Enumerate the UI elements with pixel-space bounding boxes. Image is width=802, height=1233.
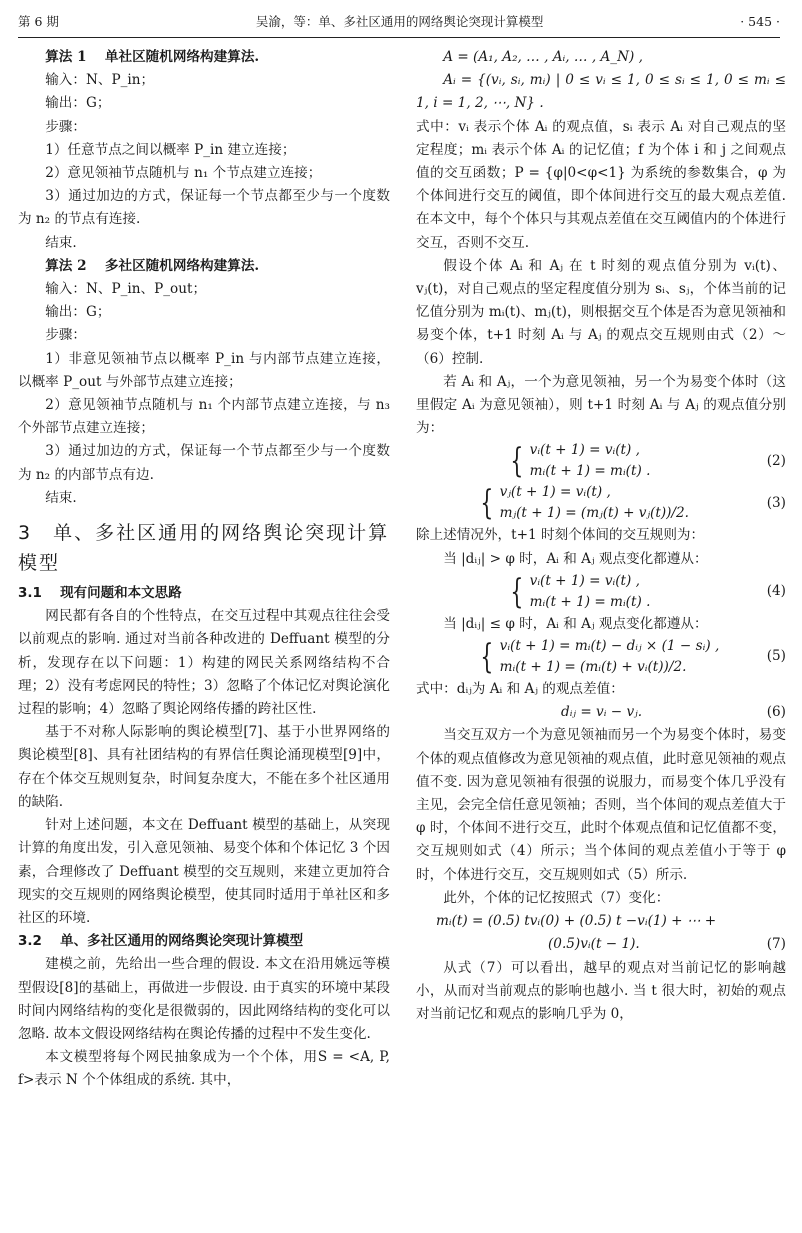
- equation-number: (2): [766, 452, 786, 469]
- algorithm-2-output: 输出：G；: [45, 304, 111, 321]
- paragraph: 当 |dᵢⱼ| ≤ φ 时，Aᵢ 和 Aⱼ 观点变化都遵从：: [443, 615, 708, 632]
- algorithm-1-step-2: 2）意见领袖节点随机与 n₁ 个节点建立连接；: [45, 165, 322, 182]
- brace-glyph: {: [510, 571, 524, 612]
- section-3-heading: 3 单、多社区通用的网络舆论突现计算模型: [18, 522, 390, 575]
- paragraph: 本文模型将每个网民抽象成为一个个体，用S = <A, P, f>表示 N 个个体组成的系统. 其中，: [18, 1049, 390, 1089]
- paragraph: 针对上述问题，本文在 Deffuant 模型的基础上，从突现计算的角度出发，引入意见领袖、易变个体和个体记忆 3 个因素，合理修改了 Deffuant 模型的交互规则，来建立更加符合现实的交互规则的网络舆论模型，使其同时适用于单社区和多社区的环境.: [18, 817, 390, 926]
- algorithm-1-end: 结束.: [45, 234, 77, 251]
- section-3-2-heading: 3.2 单、多社区通用的网络舆论突现计算模型: [18, 933, 304, 950]
- equation-line: vⱼ(t + 1) = vᵢ(t) ,: [499, 484, 611, 501]
- equation-Ai: Aᵢ = {(vᵢ, sᵢ, mᵢ) | 0 ≤ vᵢ ≤ 1, 0 ≤ sᵢ ≤ 1, 0 ≤ mᵢ ≤ 1, i = 1, 2, ⋯, N} .: [416, 72, 786, 112]
- algorithm-1-step-1: 1）任意节点之间以概率 P_in 建立连接；: [45, 141, 296, 158]
- header-rule: [18, 37, 780, 38]
- equation-line: vᵢ(t + 1) = mᵢ(t) − dᵢⱼ × (1 − sᵢ) ,: [499, 638, 720, 655]
- equation-4: [416, 571, 786, 613]
- equation-number: (3): [766, 494, 786, 511]
- paragraph: 网民都有各自的个性特点，在交互过程中其观点往往会受以前观点的影响. 通过对当前各种改进的 Deffuant 模型的分析，发现存在以下问题：1）构建的网民关系网络结构不合理；2）没有考虑网民的特性；3）忽略了个体记忆对舆论演化过程的影响；4）忽略了舆论网络传播的跨社区性.: [18, 608, 390, 718]
- section-3-1-heading: 3.1 现有问题和本文思路: [18, 585, 182, 602]
- brace-glyph: {: [480, 637, 494, 678]
- algorithm-2-step-1: 1）非意见领袖节点以概率 P_in 与内部节点建立连接，以概率 P_out 与外部节点建立连接；: [18, 350, 390, 390]
- equation-6: [416, 701, 786, 724]
- equation-line: mᵢ(t) = (0.5) tvᵢ(0) + (0.5) t −vᵢ(1) + ⋯ +: [436, 913, 717, 930]
- equation-line: mᵢ(t + 1) = mᵢ(t) .: [529, 463, 651, 480]
- algorithm-1-steps: 步骤：: [45, 118, 86, 135]
- algorithm-2-input: 输入：N、P_in、P_out；: [45, 281, 207, 298]
- algorithm-2-title: 算法 2 多社区随机网络构建算法.: [45, 257, 260, 274]
- brace-glyph: {: [510, 441, 524, 482]
- paragraph: 式中：vᵢ 表示个体 Aᵢ 的观点值，sᵢ 表示 Aᵢ 对自己观点的坚定程度；mᵢ 表示个体 Aᵢ 的记忆值；f 为个体 i 和 j 之间观点值的交互函数；P = {φ|0<φ<1} 为系统的参数集合，φ 为个体间进行交互的阈值，即个体间进行交互的最大观点差值. 在本文中，每个个体只与其观点差值在交互阈值内的个体进行交互，否则不交互.: [416, 118, 786, 251]
- equation-line: (0.5)vᵢ(t − 1).: [548, 936, 640, 953]
- equation-number: (4): [766, 583, 786, 600]
- algorithm-1-step-3: 3）通过加边的方式，保证每一个节点都至少与一个度数为 n₂ 的节点有连接.: [18, 188, 390, 228]
- paragraph: 假设个体 Aᵢ 和 Aⱼ 在 t 时刻的观点值分别为 vᵢ(t)、vⱼ(t)，对自己观点的坚定程度值分别为 sᵢ、sⱼ，个体当前的记忆值分别为 mᵢ(t)、mⱼ(t)，则根据交互个体是否为意见领袖和易变个体，t+1 时刻 Aᵢ 与 Aⱼ 的观点交互规则由式（2）～（6）控制.: [416, 257, 786, 367]
- algorithm-1-input: 输入：N、P_in；: [45, 72, 155, 89]
- equation-A: A = (A₁, A₂, … , Aᵢ, … , A_N) ,: [443, 49, 643, 65]
- algorithm-2-end: 结束.: [45, 489, 77, 506]
- page-number: · 545 ·: [740, 13, 780, 29]
- equation-7: [416, 910, 786, 956]
- equation-5: [416, 636, 786, 678]
- equation-3: [416, 482, 786, 524]
- equation-line: dᵢⱼ = vᵢ − vⱼ.: [561, 704, 643, 721]
- algorithm-1-title: 算法 1 单社区随机网络构建算法.: [45, 49, 260, 65]
- paragraph: 建模之前，先给出一些合理的假设. 本文在沿用姚远等模型假设[8]的基础上，再做进一步假设. 由于真实的环境中某段时间内网络结构的变化是很微弱的，因此网络结构的变化可以忽略. 故本文假设网络结构在舆论传播的过程中不发生变化.: [18, 956, 390, 1042]
- left-column: [18, 46, 390, 1093]
- equation-line: mᵢ(t + 1) = mᵢ(t) .: [529, 593, 651, 610]
- paragraph: 除上述情况外，t+1 时刻个体间的交互规则为：: [416, 527, 705, 544]
- paragraph: 式中：dᵢⱼ为 Aᵢ 和 Aⱼ 的观点差值：: [416, 681, 624, 698]
- paragraph: 当交互双方一个为意见领袖而另一个为易变个体时，易变个体的观点值修改为意见领袖的观点值，此时意见领袖的观点值不变. 因为意见领袖有很强的说服力，而易变个体几乎没有主见，会完全信任意见领袖；否则，当个体间的观点差值大于 φ 时，个体间不进行交互，此时个体观点值和记忆值都不变，交互规则如式（4）所示；当个体间的观点差值小于等于 φ 时，个体进行交互，交互规则如式（5）所示.: [416, 727, 786, 883]
- paragraph: 从式（7）可以看出，越早的观点对当前记忆的影响越小，从而对当前观点的影响也越小. 当 t 很大时，初始的观点对当前记忆和观点的影响几乎为 0，: [416, 959, 786, 1022]
- paragraph: 当 |dᵢⱼ| > φ 时，Aᵢ 和 Aⱼ 观点变化都遵从：: [443, 550, 708, 567]
- equation-line: mᵢ(t + 1) = (mᵢ(t) + vᵢ(t))/2.: [499, 659, 687, 676]
- equation-line: vᵢ(t + 1) = vᵢ(t) ,: [529, 572, 640, 589]
- right-column: [416, 46, 786, 1026]
- algorithm-2-step-2: 2）意见领袖节点随机与 n₁ 个内部节点建立连接，与 n₃ 个外部节点建立连接；: [18, 397, 390, 437]
- brace-glyph: {: [480, 483, 494, 524]
- paragraph: 若 Aᵢ 和 Aⱼ，一个为意见领袖，另一个为易变个体时（这里假定 Aᵢ 为意见领袖），则 t+1 时刻 Aᵢ 与 Aⱼ 的观点值分别为：: [416, 373, 786, 437]
- equation-number: (6): [766, 704, 786, 721]
- algorithm-1-output: 输出：G；: [45, 95, 111, 112]
- equation-line: mⱼ(t + 1) = (mⱼ(t) + vⱼ(t))/2.: [499, 505, 689, 522]
- running-header: [18, 10, 780, 32]
- equation-line: vᵢ(t + 1) = vᵢ(t) ,: [529, 442, 640, 459]
- paragraph: 基于不对称人际影响的舆论模型[7]、基于小世界网络的舆论模型[8]、具有社团结构的有界信任舆论涌现模型[9]中，存在个体交互规则复杂，时间复杂度大，不能在多个社区通用的缺陷.: [18, 724, 390, 810]
- issue-number: 第 6 期: [18, 14, 59, 29]
- algorithm-2-steps: 步骤：: [45, 327, 86, 344]
- equation-number: (7): [766, 936, 786, 953]
- paragraph: 此外，个体的记忆按照式（7）变化：: [443, 889, 670, 906]
- equation-2: [416, 440, 786, 482]
- equation-number: (5): [766, 648, 786, 665]
- algorithm-2-step-3: 3）通过加边的方式，保证每一个节点都至少与一个度数为 n₂ 的内部节点有边.: [18, 443, 390, 483]
- running-title: 吴渝，等：单、多社区通用的网络舆论突现计算模型: [255, 14, 544, 29]
